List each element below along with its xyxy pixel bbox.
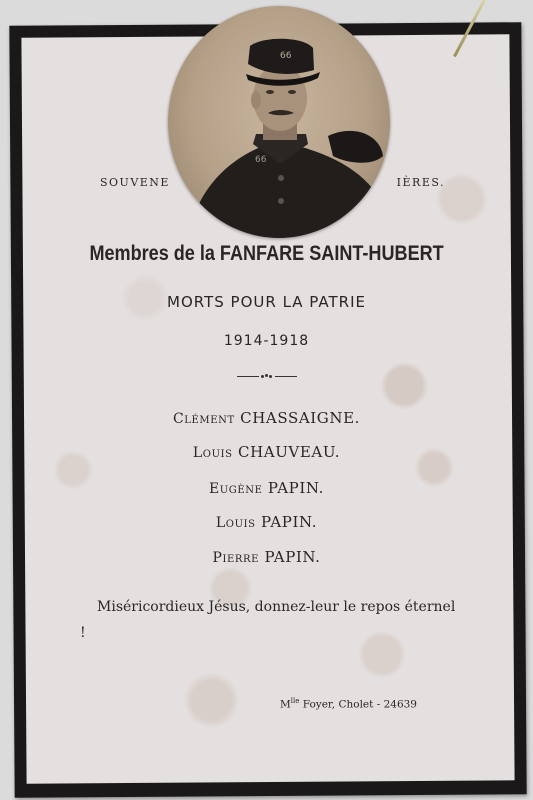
portrait-drawing	[168, 6, 390, 238]
last-name: PAPIN.	[267, 479, 325, 497]
first-name: Louis	[192, 445, 233, 461]
last-name: PAPIN.	[264, 548, 321, 566]
souvenir-left: SOUVENE	[100, 176, 170, 189]
years: 1914-1918	[223, 333, 310, 349]
last-name: PAPIN.	[261, 513, 318, 531]
name-item	[0, 443, 533, 461]
first-name: Pierre	[212, 550, 260, 566]
first-name: Eugène	[208, 481, 263, 497]
ornament-divider	[237, 374, 297, 380]
souvenir-right: IÈRES.	[396, 176, 445, 189]
printer-superscript: lle	[290, 697, 300, 705]
name-item	[0, 479, 533, 497]
first-name: Louis	[215, 515, 256, 531]
soldier-portrait	[168, 6, 390, 238]
first-name: Clément	[172, 411, 235, 427]
last-name: CHASSAIGNE.	[240, 409, 361, 427]
name-item	[0, 513, 533, 531]
printer-prefix: M	[280, 698, 291, 711]
printer-rest: Foyer, Cholet - 24639	[299, 698, 417, 711]
headline: Membres de la FANFARE SAINT-HUBERT	[89, 242, 444, 265]
last-name: CHAUVEAU.	[238, 443, 341, 461]
prayer-text: Miséricordieux Jésus, donnez-leur le repos éternel !	[80, 599, 456, 641]
collar-number: 66	[255, 155, 267, 165]
subhead: MORTS POUR LA PATRIE	[167, 293, 366, 311]
printer-imprint	[280, 697, 417, 711]
name-item	[0, 548, 533, 566]
name-item	[0, 409, 533, 427]
kepi-number: 66	[280, 51, 292, 61]
